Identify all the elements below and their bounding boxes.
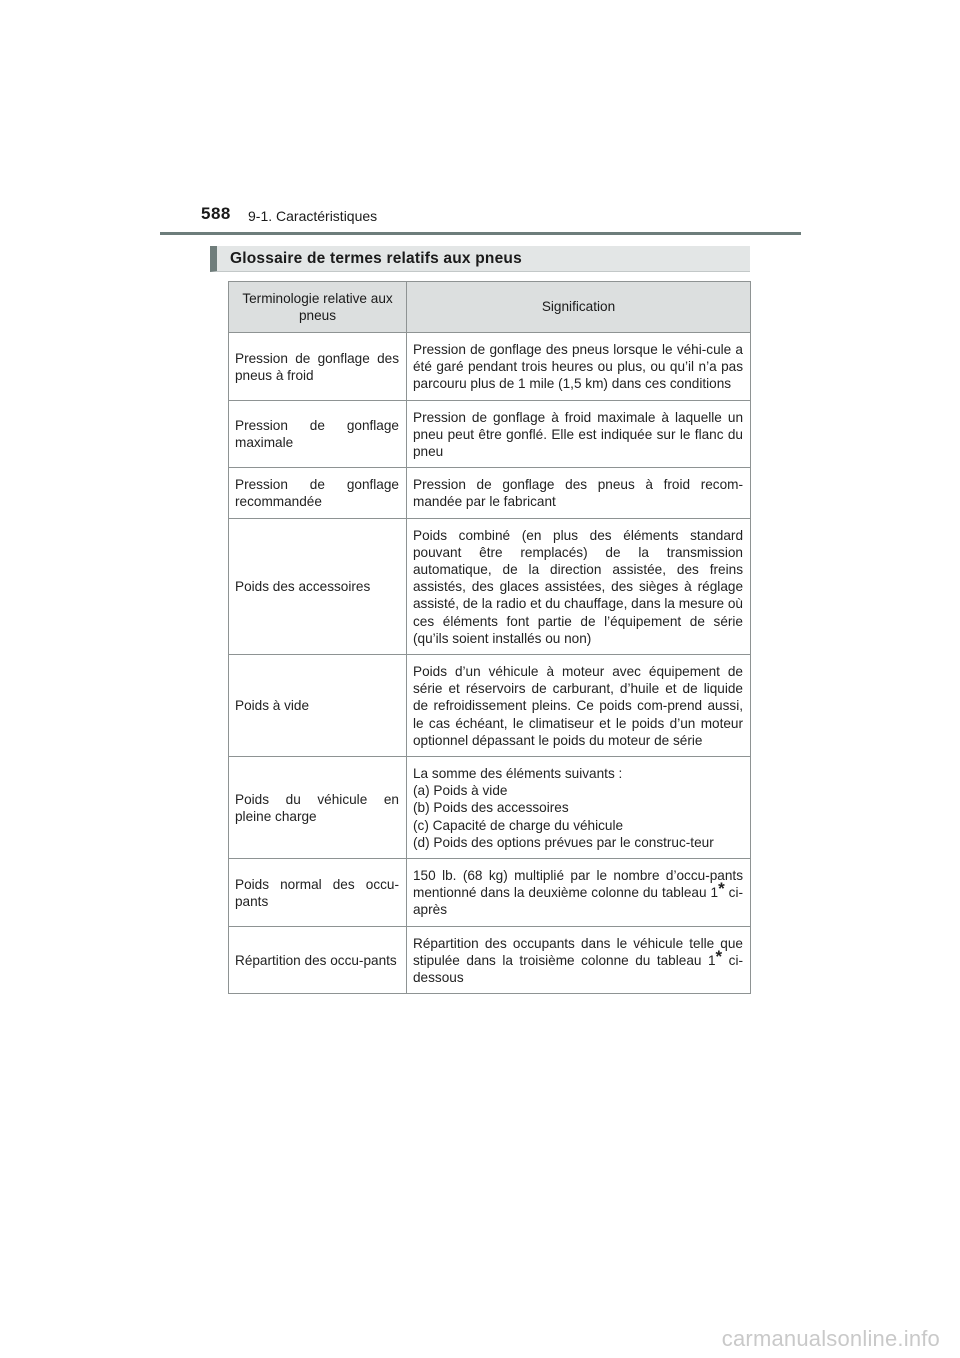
term-cell: Pression de gonflage des pneus à froid	[229, 333, 407, 401]
section-title: 9-1. Caractéristiques	[248, 208, 378, 224]
meaning-cell: Poids d’un véhicule à moteur avec équipement de série et réservoirs de carburant, d’huile et de liquide de refroidissement pleins. Ce poids com-prend aussi, le cas échéant, le climatiseur et le poids d’un moteur optionnel dépassant le poids du moteur de série	[407, 655, 751, 757]
term-cell: Poids à vide	[229, 655, 407, 757]
watermark: carmanualsonline.info	[721, 1326, 940, 1351]
term-cell: Poids normal des occu-pants	[229, 859, 407, 927]
term-cell: Poids des accessoires	[229, 518, 407, 654]
term-cell: Poids du véhicule en pleine charge	[229, 757, 407, 859]
table-row	[229, 333, 751, 401]
meaning-text-suffix: ci-après	[413, 885, 743, 918]
table-row	[229, 757, 751, 859]
term-cell: Pression de gonflage recommandée	[229, 468, 407, 518]
meaning-text: 150 lb. (68 kg) multiplié par le nombre d’occu-pants mentionné dans la deuxième colonne du tableau 1	[413, 868, 743, 901]
table-row	[229, 400, 751, 468]
term-cell: Répartition des occu-pants	[229, 926, 407, 994]
table-row	[229, 655, 751, 757]
meaning-cell	[407, 926, 751, 994]
meaning-cell: Pression de gonflage des pneus lorsque le véhi-cule a été garé pendant trois heures ou plus, ou qu’il n’a pas parcouru plus de 1 mile (1,5 km) dans ces conditions	[407, 333, 751, 401]
meaning-cell: Poids combiné (en plus des éléments standard pouvant être remplacés) de la transmission automatique, de la direction assistée, des freins assistés, des glaces assistées, des sièges à réglage assisté, de la radio et du chauffage, dans la mesure où ces éléments font partie de l’équipement de série (qu’ils soient installés ou non)	[407, 518, 751, 654]
table-row	[229, 859, 751, 927]
column-header-meaning: Signification	[407, 282, 751, 333]
page-number: 588	[201, 204, 231, 223]
term-cell: Pression de gonflage maximale	[229, 400, 407, 468]
list-item: (d) Poids des options prévues par le construc-teur	[413, 834, 714, 850]
footnote-star: *	[715, 946, 723, 966]
list-item: (a) Poids à vide	[413, 783, 508, 799]
section-heading-box	[210, 246, 750, 272]
glossary-table	[228, 281, 751, 994]
meaning-intro: La somme des éléments suivants :	[413, 766, 623, 782]
meaning-cell	[407, 859, 751, 927]
footnote-star: *	[718, 879, 725, 899]
table-row	[229, 926, 751, 994]
list-item: (b) Poids des accessoires	[413, 800, 569, 816]
list-item: (c) Capacité de charge du véhicule	[413, 817, 624, 833]
meaning-text: Répartition des occupants dans le véhicule telle que stipulée dans la troisième colonne du tableau 1	[413, 935, 743, 968]
table-row	[229, 468, 751, 518]
meaning-text-suffix: ci-dessous	[413, 952, 743, 986]
table-header-row	[229, 282, 751, 333]
meaning-cell: Pression de gonflage des pneus à froid recom-mandée par le fabricant	[407, 468, 751, 518]
meaning-cell	[407, 757, 751, 859]
table-row	[229, 518, 751, 654]
meaning-cell: Pression de gonflage à froid maximale à laquelle un pneu peut être gonflé. Elle est indiquée sur le flanc du pneu	[407, 400, 751, 468]
section-heading: Glossaire de termes relatifs aux pneus	[230, 250, 522, 267]
column-header-term: Terminologie relative aux pneus	[229, 282, 407, 333]
header-rule	[160, 232, 801, 235]
